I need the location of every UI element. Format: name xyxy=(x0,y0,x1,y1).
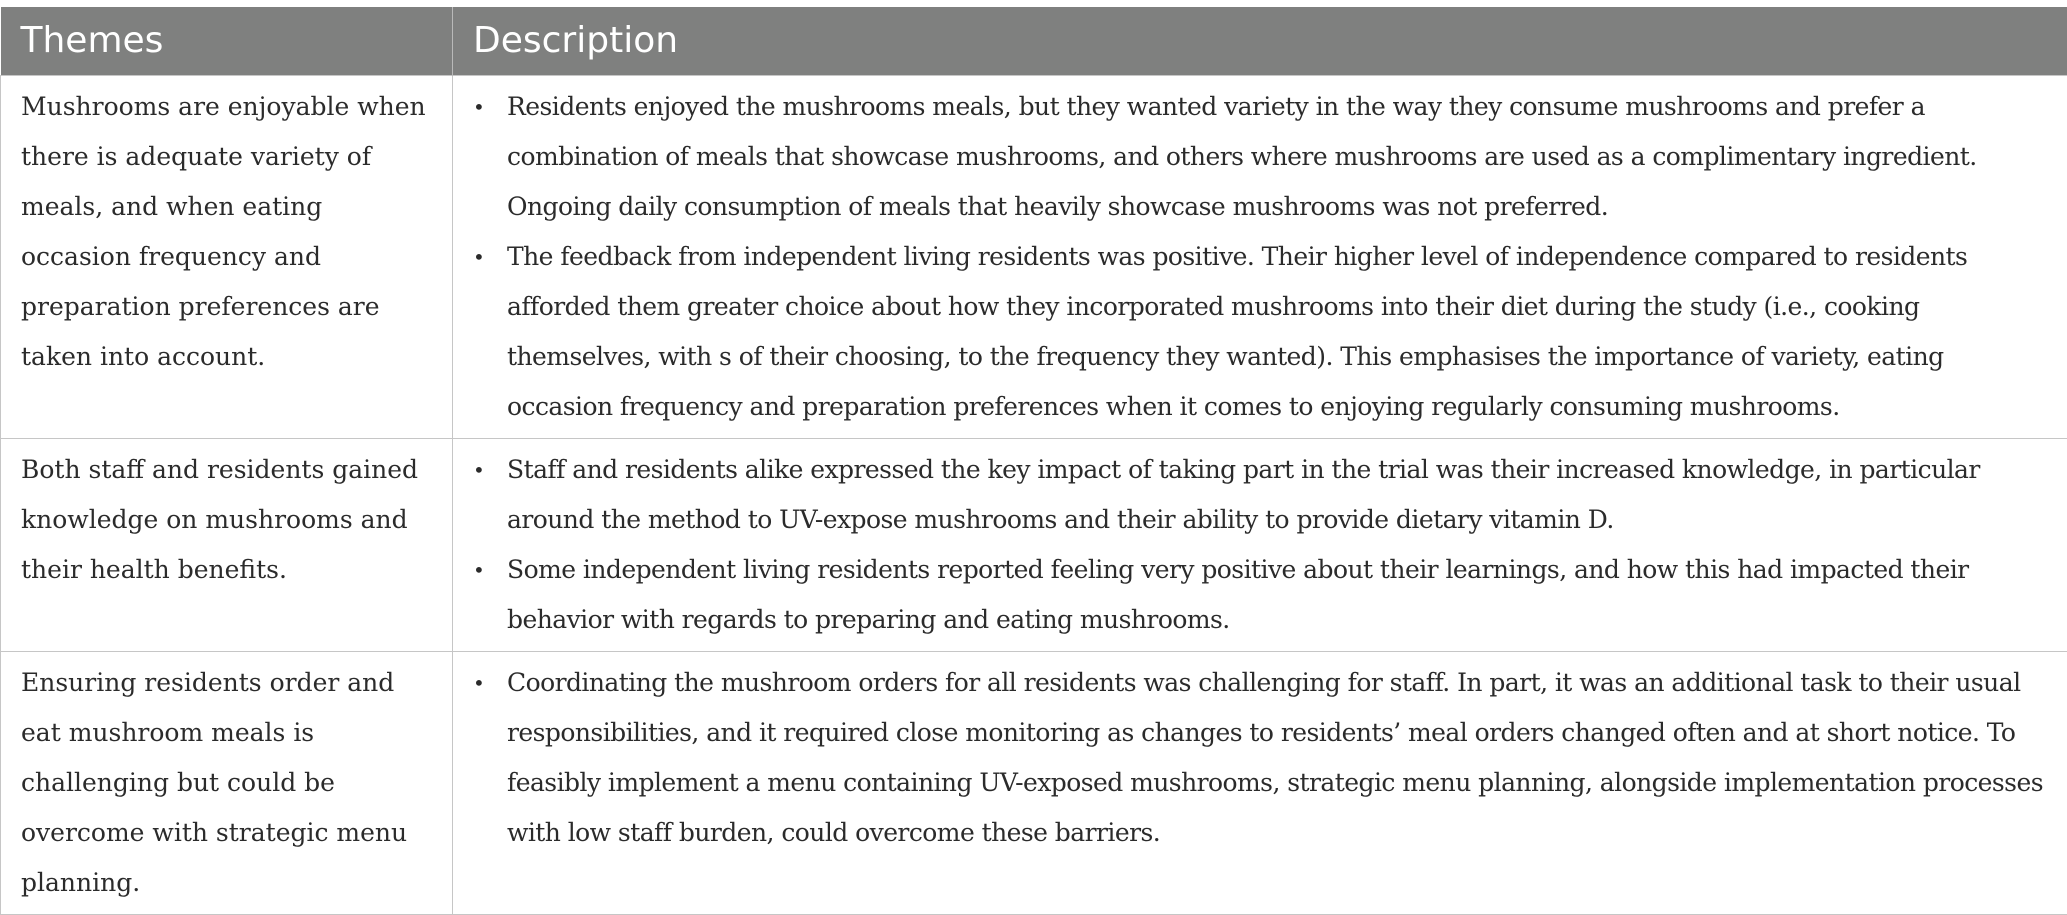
description-cell xyxy=(453,75,2067,438)
bullet-icon: • xyxy=(473,658,493,708)
list-item xyxy=(473,445,2051,545)
table-row xyxy=(1,75,2067,438)
theme-cell: Ensuring residents order and eat mushroom meals is challenging but could be overcome with strategic menu planning. xyxy=(1,651,453,914)
list-item-text: The feedback from independent living residents was positive. Their higher level of independence compared to residents afforded them greater choice about how they incorporated mushrooms into their diet during the study (i.e., cooking themselves, with s of their choosing, to the frequency they wanted). This emphasises the importance of variety, eating occasion frequency and preparation preferences when it comes to enjoying regularly consuming mushrooms. xyxy=(507,242,1967,421)
description-cell xyxy=(453,651,2067,914)
header-description: Description xyxy=(453,7,2067,75)
description-list xyxy=(473,445,2051,645)
description-list xyxy=(473,82,2051,432)
bullet-icon: • xyxy=(473,82,493,132)
themes-table-container xyxy=(0,7,2067,869)
list-item xyxy=(473,658,2051,858)
list-item-text: Some independent living residents reported feeling very positive about their learnings, and how this had impacted their behavior with regards to preparing and eating mushrooms. xyxy=(507,555,1969,634)
list-item-text: Residents enjoyed the mushrooms meals, but they wanted variety in the way they consume mushrooms and prefer a combination of meals that showcase mushrooms, and others where mushrooms are used as a complimentary ingredient. Ongoing daily consumption of meals that heavily showcase mushrooms was not preferred. xyxy=(507,92,1977,221)
theme-cell: Both staff and residents gained knowledge on mushrooms and their health benefits. xyxy=(1,438,453,651)
header-themes: Themes xyxy=(1,7,453,75)
description-cell xyxy=(453,438,2067,651)
bullet-icon: • xyxy=(473,232,493,282)
list-item xyxy=(473,545,2051,645)
bullet-icon: • xyxy=(473,445,493,495)
table-row xyxy=(1,438,2067,651)
list-item xyxy=(473,232,2051,432)
list-item-text: Coordinating the mushroom orders for all residents was challenging for staff. In part, it was an additional task to their usual responsibilities, and it required close monitoring as changes to residents’ meal orders changed often and at short notice. To feasibly implement a menu containing UV-exposed mushrooms, strategic menu planning, alongside implementation processes with low staff burden, could overcome these barriers. xyxy=(507,668,2043,847)
list-item-text: Staff and residents alike expressed the key impact of taking part in the trial was their increased knowledge, in particular around the method to UV-expose mushrooms and their ability to provide dietary vitamin D. xyxy=(507,455,1980,534)
theme-cell: Mushrooms are enjoyable when there is adequate variety of meals, and when eating occasion frequency and preparation preferences are taken into account. xyxy=(1,75,453,438)
themes-table xyxy=(0,7,2067,915)
table-header-row xyxy=(1,7,2067,75)
list-item xyxy=(473,82,2051,232)
table-row xyxy=(1,651,2067,914)
description-list xyxy=(473,658,2051,858)
bullet-icon: • xyxy=(473,545,493,595)
